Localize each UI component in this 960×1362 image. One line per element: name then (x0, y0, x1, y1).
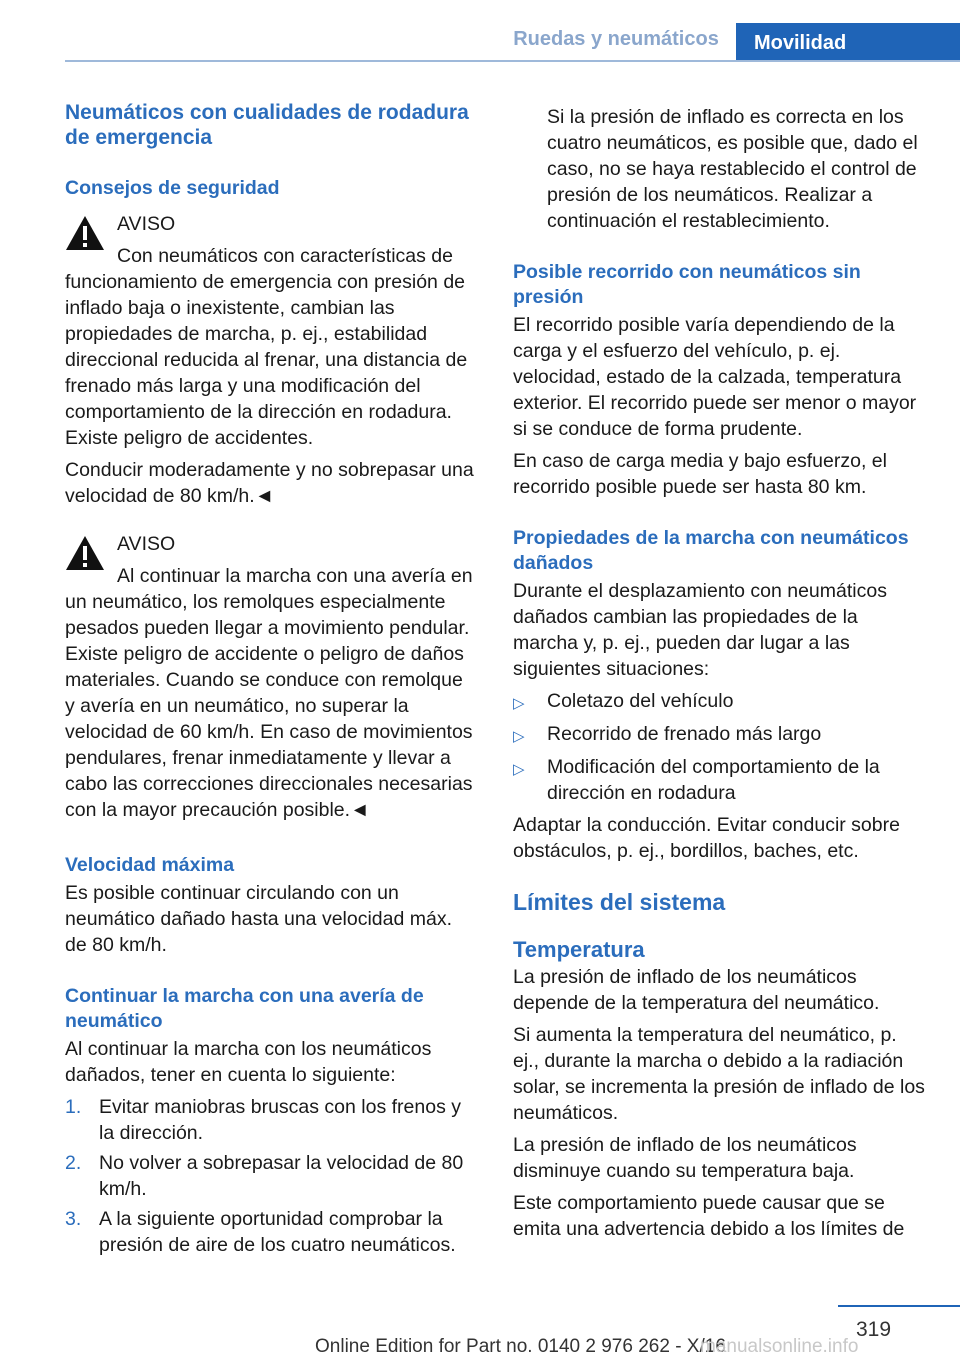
step-text: No volver a sobrepasar la velocidad de 80 km/h. (99, 1152, 464, 1200)
max-speed-text: Es posible continuar circulando con un neumático dañado hasta una velocidad máx. de 80 km/h. (65, 882, 453, 956)
warning-text-first: Con neumáticos con características de (117, 245, 453, 267)
temperature-text-3: La presión de inflado de los neumáticos disminuye cuando su temperatura baja. (513, 1134, 857, 1182)
step-number: 1. (65, 1096, 82, 1118)
max-speed-heading: Velocidad máxima (65, 854, 235, 876)
step-text: Evitar maniobras bruscas con los frenos y la dirección. (99, 1096, 461, 1144)
limits-heading: Límites del sistema (513, 889, 726, 915)
list-item (513, 688, 927, 714)
temperature-text-1: La presión de inflado de los neumáticos depende de la temperatura del neumático. (513, 966, 880, 1014)
temperature-text-2: Si aumenta la temperatura del neumático, p. ej., durante la marcha o debido a la radiación solar, se incrementa la presión de inflado de los neumáticos. (513, 1024, 925, 1124)
step-text: A la siguiente oportunidad comprobar la presión de aire de los cuatro neumáticos. (99, 1208, 456, 1256)
warning-block-1 (65, 211, 477, 509)
section-title: Neumáticos con cualidades de rodadura de emergencia (65, 101, 469, 149)
step-continuation-text: Si la presión de inflado es correcta en los cuatro neumáticos, es posible que, dado el caso, no se haya restablecido el control de presión de los neumáticos. Realizar a continuación el restablecimiento. (547, 106, 918, 232)
warning-label: AVISO (117, 533, 176, 555)
right-column (513, 104, 927, 1242)
warning-text-body: funcionamiento de emergencia con presión de inflado baja o inexistente, cambian las propiedades de marcha, p. ej., estabilidad direccional reducida al frenar, una distancia de frenado más larga y una modificación del comportamiento de la dirección en rodadura. Existe peligro de accidentes. (65, 271, 468, 449)
step-number: 2. (65, 1152, 82, 1174)
properties-after-text: Adaptar la conducción. Evitar conducir sobre obstáculos, p. ej., bordillos, baches, etc. (513, 814, 900, 862)
steps-list (65, 1094, 477, 1258)
bullet-text: Recorrido de frenado más largo (547, 723, 822, 745)
warning-text-body: un neumático, los remolques especialmente pesados pueden llegar a movimiento pendular. Existe peligro de accidente o peligro de daños materiales. Cuando se conduce con remolque y avería en un neumático, no superar la velocidad de 60 km/h. En caso de movimientos pendulares, frenar inmediatamente y llevar a cabo las correcciones direccionales necesarias con la mayor precaución posible.◄ (65, 591, 473, 821)
safety-heading: Consejos de seguridad (65, 177, 280, 199)
left-column (65, 100, 477, 1258)
temperature-heading: Temperatura (513, 937, 645, 962)
list-item (65, 1150, 477, 1202)
bullet-triangle-icon: ▷ (513, 761, 525, 778)
warning-triangle-icon (65, 215, 105, 251)
warning-triangle-icon (65, 535, 105, 571)
page-number: 319 (856, 1318, 892, 1341)
warning-label: AVISO (117, 213, 176, 235)
range-text-2: En caso de carga media y bajo esfuerzo, el recorrido posible puede ser hasta 80 km. (513, 450, 887, 498)
header-rule (65, 60, 960, 62)
list-item (65, 1094, 477, 1146)
properties-text: Durante el desplazamiento con neumáticos dañados cambian las propiedades de la marcha y, p. ej., pueden dar lugar a las siguientes situaciones: (513, 580, 887, 680)
watermark: manualsonline.info (700, 1336, 859, 1357)
properties-heading: Propiedades de la marcha con neumáticos dañados (513, 527, 909, 574)
step-number: 3. (65, 1208, 82, 1230)
edition-text: Online Edition for Part no. 0140 2 976 262 - X/16 (315, 1336, 726, 1357)
warning-block-2 (65, 531, 477, 823)
range-text-1: El recorrido posible varía dependiendo de la carga y el esfuerzo del vehículo, p. ej. velocidad, estado de la calzada, temperatura exterior. El recorrido puede ser menor o mayor si se conduce de forma prudente. (513, 314, 917, 440)
header-section-title: Ruedas y neumáticos (513, 28, 719, 50)
warning-text-first: Al continuar la marcha con una avería en (117, 565, 473, 587)
list-item (513, 754, 927, 806)
continue-text: Al continuar la marcha con los neumáticos dañados, tener en cuenta lo siguiente: (65, 1038, 432, 1086)
warning-text-extra: Conducir moderadamente y no sobrepasar una velocidad de 80 km/h.◄ (65, 459, 474, 507)
bullet-text: Coletazo del vehículo (547, 690, 734, 712)
header-chapter-tab: Movilidad (736, 23, 960, 62)
bullet-triangle-icon: ▷ (513, 728, 525, 745)
list-item (65, 1206, 477, 1258)
footer-rule (838, 1305, 960, 1307)
bullet-text: Modificación del comportamiento de la dirección en rodadura (547, 756, 880, 804)
list-item (513, 721, 927, 747)
page-header (0, 0, 960, 62)
bullet-triangle-icon: ▷ (513, 695, 525, 712)
range-heading: Posible recorrido con neumáticos sin presión (513, 261, 861, 308)
effects-list (513, 688, 927, 806)
continue-heading: Continuar la marcha con una avería de neumático (65, 985, 424, 1032)
temperature-text-4: Este comportamiento puede causar que se emita una advertencia debido a los límites de (513, 1192, 905, 1240)
